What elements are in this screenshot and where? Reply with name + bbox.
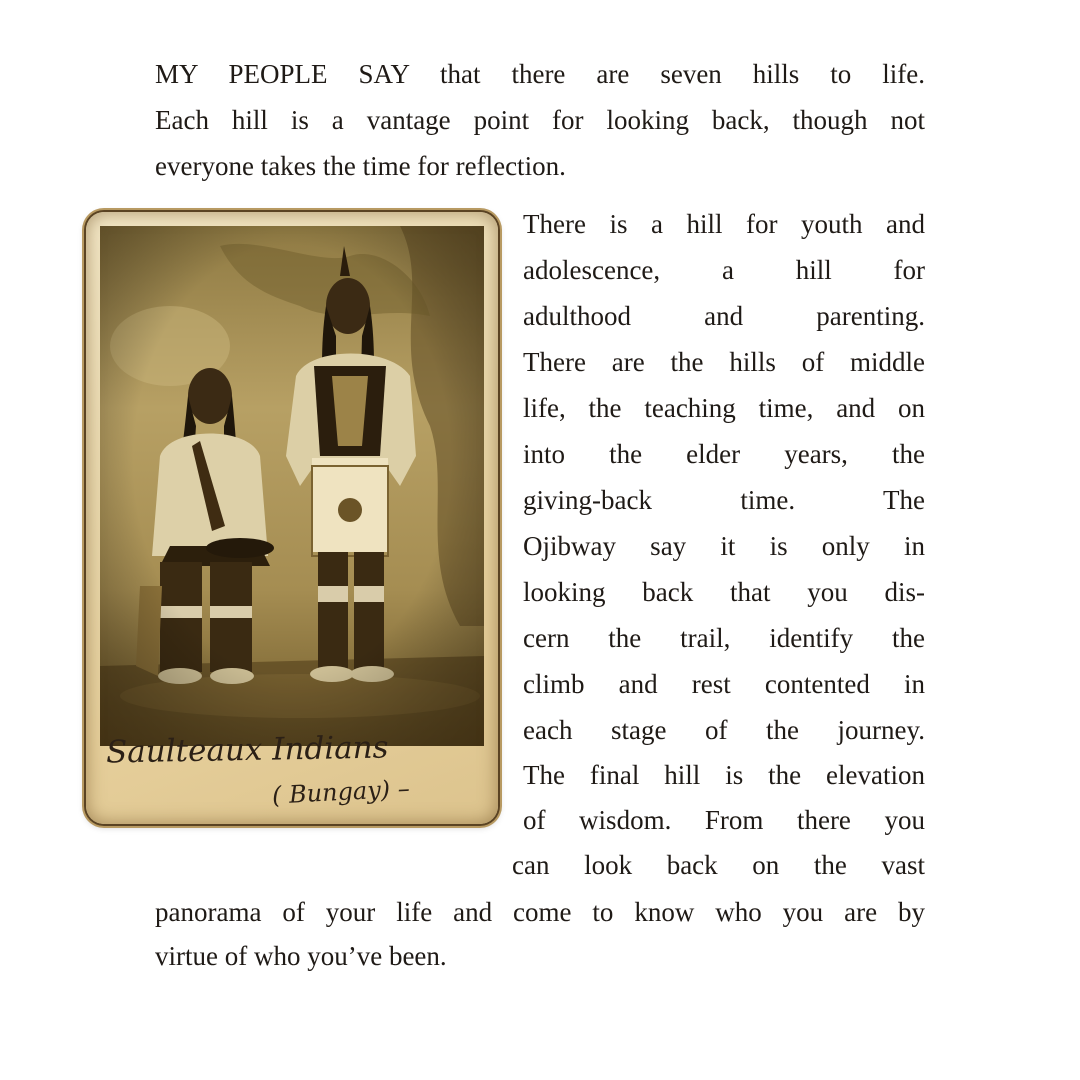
side-line-11: climb and rest contented in <box>523 669 925 699</box>
intro-line-2: Each hill is a vantage point for looking back, though not <box>155 105 925 135</box>
side-line-12: each stage of the journey. <box>523 715 925 745</box>
intro-line-1: MY PEOPLE SAY that there are seven hills to life. <box>155 59 925 89</box>
photo-caption-line-2: ( Bungay) – <box>271 774 411 810</box>
side-line-1: There is a hill for youth and <box>523 209 925 239</box>
side-line-8: Ojibway say it is only in <box>523 531 925 561</box>
closing-line-2: virtue of who you’ve been. <box>155 941 447 971</box>
side-line-3: adulthood and parenting. <box>523 301 925 331</box>
side-line-9: looking back that you dis- <box>523 577 925 607</box>
side-line-13: The final hill is the elevation <box>523 760 925 790</box>
intro-line-3: everyone takes the time for reflection. <box>155 151 566 181</box>
side-line-10: cern the trail, identify the <box>523 623 925 653</box>
photo-caption-line-1: Saulteaux Indians <box>105 729 389 771</box>
closing-line-1: panorama of your life and come to know who you are by <box>155 897 925 927</box>
portrait-image <box>100 226 484 746</box>
side-line-15: can look back on the vast <box>512 850 925 880</box>
side-line-14: of wisdom. From there you <box>523 805 925 835</box>
side-line-6: into the elder years, the <box>523 439 925 469</box>
side-line-5: life, the teaching time, and on <box>523 393 925 423</box>
side-line-2: adolescence, a hill for <box>523 255 925 285</box>
side-line-7: giving-back time. The <box>523 485 925 515</box>
vintage-photo <box>86 212 498 824</box>
side-line-4: There are the hills of middle <box>523 347 925 377</box>
